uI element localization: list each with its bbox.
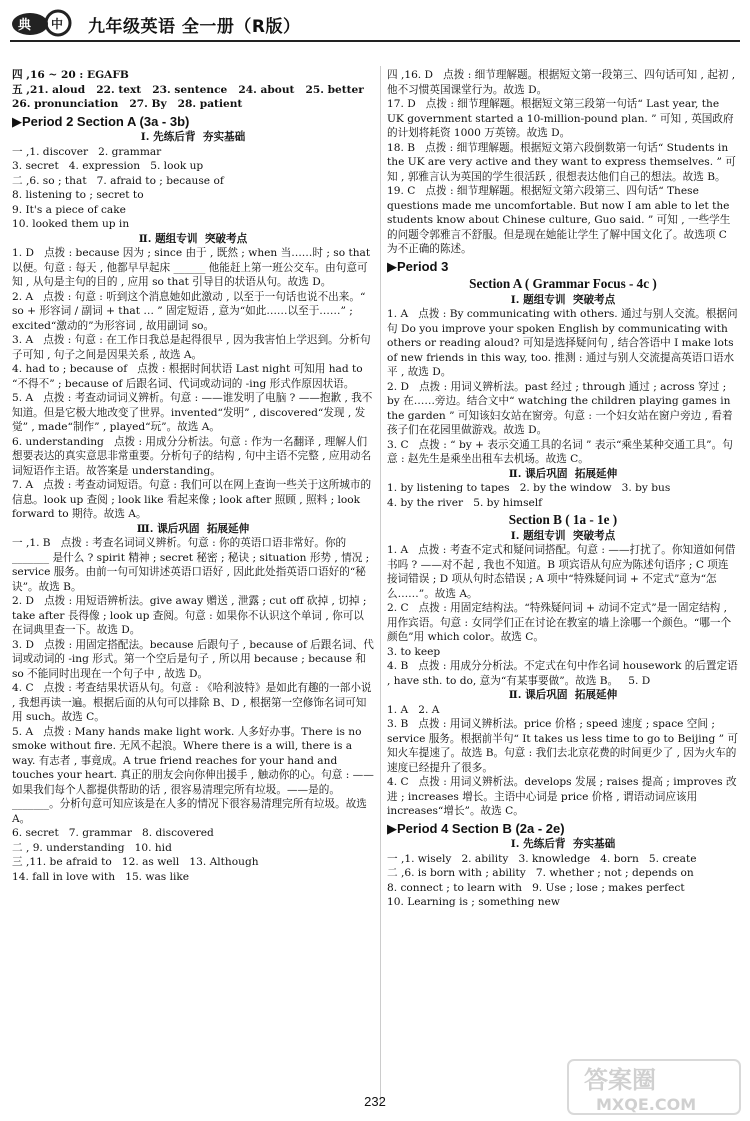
right-column — [387, 68, 742, 910]
section-heading: Section A ( Grammar Focus - 4c ) — [469, 276, 657, 291]
section-heading: Section B ( 1a - 1e ) — [508, 512, 618, 527]
brand-logo-icon — [10, 8, 84, 38]
watermark-line2: MXQE.COM — [596, 1095, 697, 1114]
answer-line: 10. Learning is ; something new — [387, 896, 560, 908]
answer-line: 3. A 点拨 : 句意 : 在工作日我总是起得很早 , 因为我害怕上学迟到。分析句子可知 , 句子之间是因果关系 , 故选 A。 — [12, 334, 371, 361]
answer-line: 4. B 点拨 : 用成分分析法。不定式在句中作名词 housework 的后置定语 , have sth. to do, 意为“有某事要做”。故选 B。 5. D — [387, 660, 742, 687]
answer-line: 二 , 9. understanding 10. hid — [12, 841, 172, 854]
answer-line: 8. listening to ; secret to — [12, 189, 144, 201]
watermark-line1: 答案圈 — [584, 1066, 656, 1094]
answer-line: 四 ,16 ~ 20 : EGAFB — [12, 69, 129, 81]
left-column — [12, 68, 374, 884]
answer-line: 17. D 点拨 : 细节理解题。根据短文第三段第一句话“ Last year, the UK government started a 10-million-pound plan. ” 可知 , 英国政府的计划将耗资 1000 万英镑。故选 D。 — [387, 98, 734, 139]
answer-line: 四 ,16. D 点拨 : 细节理解题。根据短文第一段第三、四句话可知 , 起初 , 他不习惯英国课堂行为。故选 D。 — [387, 69, 739, 96]
answer-line: 一 ,1. wisely 2. ability 3. knowledge 4. born 5. create — [387, 852, 697, 865]
section-heading: Ⅰ. 先练后背 夯实基础 — [510, 838, 616, 850]
answer-line: 18. B 点拨 : 细节理解题。根据短文第六段倒数第一句话“ Students in the UK are very active and they want to express themselves. ” 可知 , 郭雅言认为英国的学生很活跃 , 很想表达他们自己的想法。故选 B。 — [387, 141, 736, 183]
section-heading: ▶Period 2 Section A (3a - 3b) — [12, 113, 190, 129]
answer-line: 2. D 点拨 : 用词义辨析法。past 经过 ; through 通过 ; across 穿过 ; by 在……旁边。结合文中“ watching the children playing games in the garden ” 可知该妇女站在窗旁。句意 : 一个妇女站在窗户旁边 , 看着孩子们在花园里做游戏。故选 D。 — [387, 380, 734, 436]
answer-line: 8. connect ; to learn with 9. Use ; lose ; makes perfect — [387, 881, 685, 894]
section-heading: Ⅱ. 课后巩固 拓展延伸 — [508, 689, 618, 701]
page-header — [10, 6, 740, 42]
answer-line: 3. C 点拨 : “ by + 表示交通工具的名词 ” 表示“乘坐某种交通工具”。句意 : 赵先生是乘坐出租车去机场。故选 C。 — [387, 438, 733, 465]
answer-line: 4. C 点拨 : 考查结果状语从句。句意 : 《哈利波特》是如此有趣的一部小说 , 我想再读一遍。根据后面的从句可以排除 B、D , 根据第一空修饰名词可知用 such。故选 C。 — [12, 682, 375, 723]
answer-line: 4. C 点拨 : 用词义辨析法。develops 发展 ; raises 提高 ; improves 改进 ; increases 增长。主语中心词是 price 价格 , 谓语动词应该用 increases“增长”。故选 C。 — [387, 776, 737, 817]
answer-line: 7. A 点拨 : 考查动词短语。句意 : 我们可以在网上查询一些关于这所城市的信息。look up 查阅 ; look like 看起来像 ; look after 照顾 , 照料 ; look forward to 期待。故选 A。 — [12, 479, 372, 520]
answer-line: 14. fall in love with 15. was like — [12, 870, 190, 883]
section-heading: Ⅱ. 题组专训 突破考点 — [138, 232, 248, 245]
header-title: 九年级英语 全一册（R版） — [88, 17, 301, 37]
answer-line: 1. by listening to tapes 2. by the window 3. by bus — [387, 482, 671, 494]
answer-line: 5. A 点拨 : Many hands make light work. 人多好办事。There is no smoke without fire. 无风不起浪。Where there is a will, there is a way. 有志者 , 事竟成。A true friend reaches for your hand and touches your heart. 真正的朋友会向你伸出援手 , 触动你的心。句意 : ——如果我们每个人都提供帮助的话 , 很容易清理完所有垃圾。——是的。 _______。分析句意可知应该是在人多的情况下很容易清理完所有垃圾。故选 A。 — [12, 725, 374, 825]
answer-line: 5. A 点拨 : 考查动词词义辨析。句意 : ——谁发明了电脑 ? ——抱歉 , 我不知道。但是它极大地改变了世界。invented“发明” , discovered“发现 , 发觉” , made“制作” , played“玩”。故选 A。 — [12, 392, 373, 433]
answer-line: 10. looked them up in — [12, 218, 130, 230]
answer-line: 二 ,6. is born with ; ability 7. whether ; not ; depends on — [387, 867, 694, 879]
answer-line: 1. A 2. A — [387, 703, 440, 716]
answer-line: 一 ,1. B 点拨 : 考查名词词义辨析。句意 : 你的英语口语非常好。你的 _______ 是什么 ? spirit 精神 ; secret 秘密 ; 秘诀 ; situation 形势 , 情况 ; service 服务。由前一句可知讲述英语口语好 , 因此此处指英语口语好的“秘诀”。故选 B。 — [12, 537, 373, 593]
section-heading: Ⅰ. 题组专训 突破考点 — [510, 529, 616, 542]
svg-text:典: 典 — [18, 18, 32, 33]
answer-line: 1. A 点拨 : 考查不定式和疑问词搭配。句意 : ——打扰了。你知道如何借书吗 ? ——对不起 , 我也不知道。B 项宾语从句应为陈述句语序 ; C 项连接词错误 ; D 项从句时态错误 ; A 项中“特殊疑问词 + 不定式”意为“怎么……”。故选 A。 — [387, 544, 736, 600]
answer-line: 2. D 点拨 : 用短语辨析法。give away 赠送 , 泄露 ; cut off 砍掉 , 切掉 ; take after 長得像 ; look up 查阅。句意 : 如果你不认识这个单词 , 你可以在词典里查一下。故选 D。 — [12, 595, 370, 636]
column-divider — [380, 66, 381, 1106]
answer-line: 26. pronunciation 27. By 28. patient — [12, 98, 243, 110]
section-heading: Ⅰ. 题组专训 突破考点 — [510, 293, 616, 306]
section-heading: ▶Period 3 — [387, 258, 449, 274]
answer-line: 3. secret 4. expression 5. look up — [12, 160, 204, 172]
answer-line: 6. understanding 点拨 : 用成分分析法。句意 : 作为一名翻译 , 理解人们想要表达的真实意思非常重要。分析句子的结构 , 句中主语不完整 , 应用动名词短语作主语。故答案是 understanding。 — [12, 435, 372, 477]
section-heading: Ⅰ. 先练后背 夯实基础 — [140, 131, 246, 143]
svg-text:中: 中 — [51, 17, 64, 31]
answer-line: 19. C 点拨 : 细节理解题。根据短文第六段第三、四句话“ These questions made me uncomfortable. But now I am able to let the students know about Chinese culture, Guo said. ” 可知 , 一些学生的问题令郭雅言不舒服。但是现在她能让学生了解中国文化了。故选项 C 为不正确的陈述。 — [387, 185, 733, 255]
answer-line: 9. It's a piece of cake — [12, 203, 126, 216]
section-heading: ▶Period 4 Section B (2a - 2e) — [387, 820, 565, 836]
answer-line: 二 ,6. so ; that 7. afraid to ; because of — [12, 174, 224, 187]
answer-line: 五 ,21. aloud 22. text 23. sentence 24. about 25. better — [12, 83, 364, 96]
answer-line: 4. had to ; because of 点拨 : 根据时间状语 Last night 可知用 had to “不得不” ; because of 后跟名词、代词或动词的 -ing 形式作原因状语。 — [12, 363, 367, 390]
answer-line: 3. D 点拨 : 用固定搭配法。because 后跟句子 , because of 后跟名词、代词或动词的 -ing 形式。第一个空后是句子 , 所以用 because ; because 和 so 不能同时出现在一个句子中 , 故选 D。 — [12, 638, 374, 680]
answer-line: 3. to keep — [387, 645, 441, 658]
answer-line: 6. secret 7. grammar 8. discovered — [12, 827, 214, 839]
answer-line: 3. B 点拨 : 用词义辨析法。price 价格 ; speed 速度 ; space 空间 ; service 服务。根据前半句“ It takes us less time to go to Beijing ” 可知火车提速了。故选 B。句意 : 我们去北京花费的时间更少了 , 因为火车的速度已经提升了很多。 — [387, 718, 738, 774]
watermark-logo-icon — [566, 1056, 742, 1118]
answer-line: 1. A 点拨 : By communicating with others. 通过与别人交流。根据问句 Do you improve your spoken English by communicating with others or reading aloud? 可知是选择疑问句 , 结合答语中 I make lots of new friends in this way, too. 推测 : 通过与别人交流提高英语口语水平 , 故选 D。 — [387, 308, 738, 378]
answer-line: 2. A 点拨 : 句意 : 听到这个消息她如此激动 , 以至于一句话也说不出来。“ so + 形容词 / 副词 + that … ” 固定短语 , 意为“如此……以至于……” ; excited“激动的”为形容词 , 故用副词 so。 — [12, 290, 369, 332]
page-number: 232 — [364, 1094, 386, 1109]
answer-line: 1. D 点拨 : because 因为 ; since 由于 , 既然 ; when 当……时 ; so that 以便。句意 : 每天 , 他都早早起床 ______ 他能赶上第一班公交车。由句意可知 , 从句是主句的目的 , 应用 so that 引导目的状语从句。故选 D。 — [12, 247, 374, 288]
answer-line: 一 ,1. discover 2. grammar — [12, 145, 162, 158]
answer-line: 2. C 点拨 : 用固定结构法。“特殊疑问词 + 动词不定式”是一固定结构 , 用作宾语。句意 : 女同学们正在讨论在教室的墙上涂哪一个颜色。“哪一个颜色”用 which color。故选 C。 — [387, 602, 732, 643]
answer-line: 4. by the river 5. by himself — [387, 496, 543, 509]
section-heading: Ⅲ. 课后巩固 拓展延伸 — [136, 522, 250, 535]
section-heading: Ⅱ. 课后巩固 拓展延伸 — [508, 467, 618, 480]
answer-line: 三 ,11. be afraid to 12. as well 13. Although — [12, 856, 259, 868]
